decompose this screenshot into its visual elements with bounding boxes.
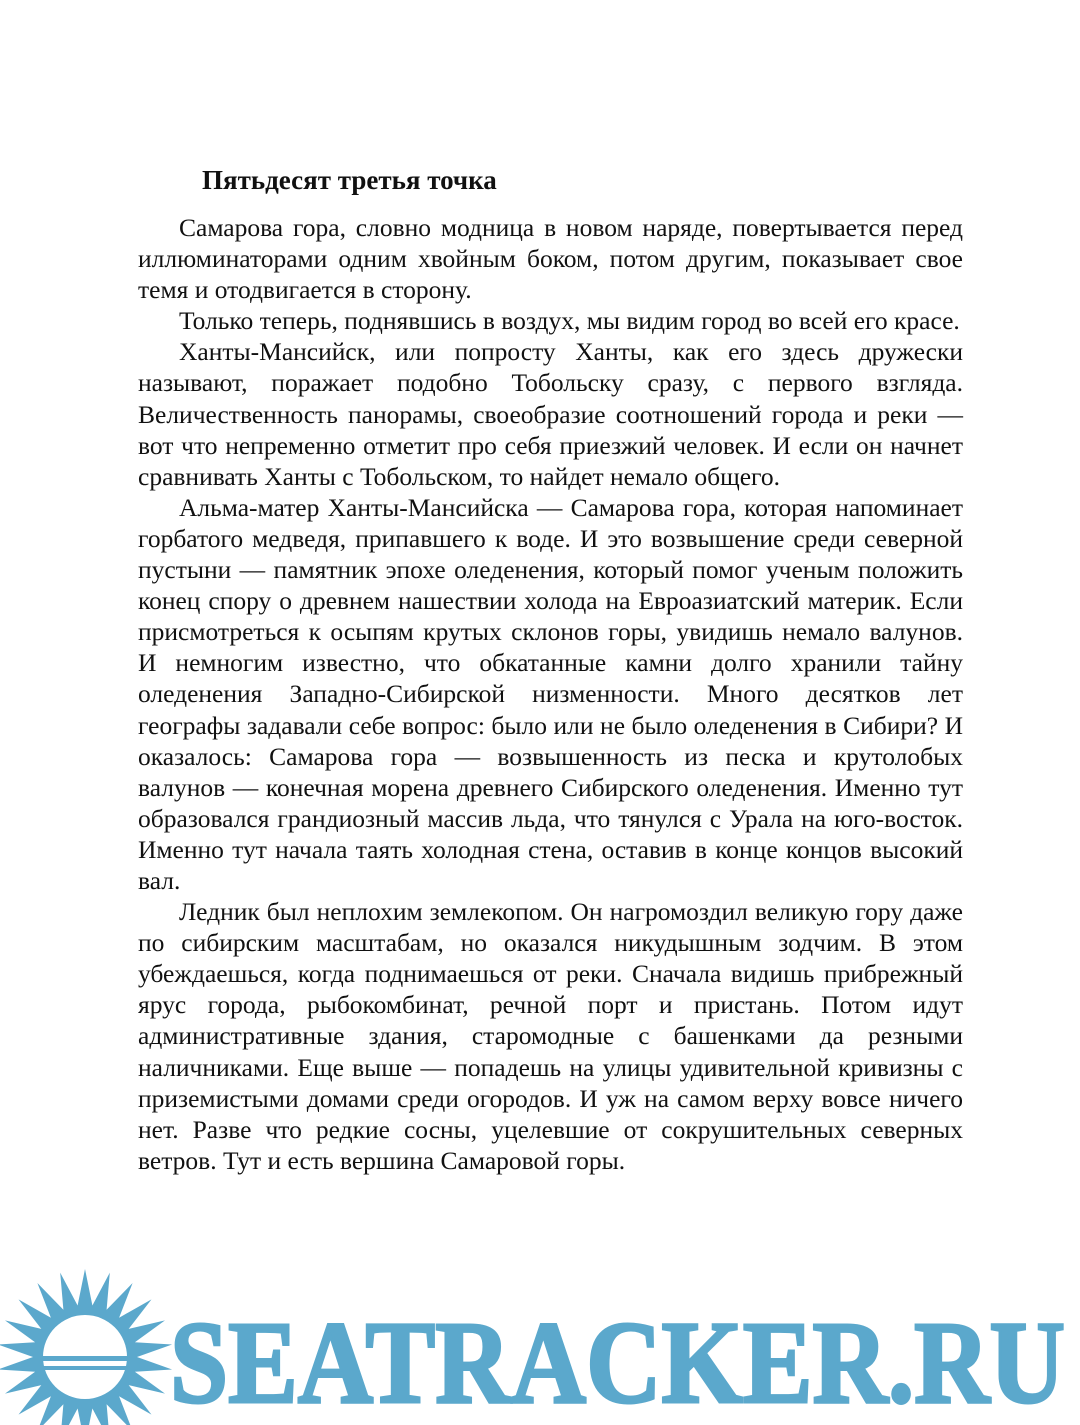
paragraph: Альма-матер Ханты-Мансийска — Самарова гора, которая напоминает горбатого медведя, припавшего к воде. И это возвышение среди северной пустыни — памятник эпохе оледенения, который помог ученым положить конец спору о древнем нашествии холода на Евроазиатский материк. Если присмотреться к осыпям крутых склонов горы, увидишь немало валунов. И немногим известно, что обкатанные камни долго хранили тайну оледенения Западно-Сибирской низменности. Много десятков лет географы задавали себе вопрос: было или не было оледенения в Сибири? И оказалось: Самарова гора — возвышенность из песка и крутолобых валунов — конечная морена древнего Сибирского оледенения. Именно тут образовался грандиозный массив льда, что тянулся с Урала на юго-восток. Именно тут начала таять холодная стена, оставив в конце концов высокий вал. — [138, 492, 963, 895]
paragraph: Ледник был неплохим землекопом. Он нагромоздил великую гору даже по сибирским масштабам, но оказался никудышным зодчим. В этом убеждаешься, когда поднимаешься от реки. Сначала видишь прибрежный ярус города, рыбокомбинат, речной порт и пристань. Потом идут административные здания, старомодные с башенками да резными наличниками. Еще выше — попадешь на улицы удивительной кривизны с приземистыми домами среди огородов. И уж на самом верху вовсе ничего нет. Разве что редкие сосны, уцелевшие от сокрушительных северных ветров. Тут и есть вершина Самаровой горы. — [138, 897, 963, 1175]
watermark — [0, 1262, 1080, 1425]
paragraph: Ханты-Мансийск, или попросту Ханты, как его здесь дружески называют, поражает подобно Тобольску сразу, с первого взгляда. Величественность панорамы, своеобразие соотношений города и реки — вот что непременно отметит про себя приезжий человек. И если он начнет сравнивать Ханты с Тобольском, то найдет немало общего. — [138, 337, 963, 491]
article-body — [138, 212, 963, 1176]
watermark-text: SEATRACKER.RU — [170, 1297, 1065, 1425]
paragraph: Только теперь, поднявшись в воздух, мы видим город во всей его красе. — [179, 306, 960, 336]
sun-icon — [0, 1269, 172, 1425]
page-title: Пятьдесят третья точка — [202, 165, 497, 195]
paragraph: Самарова гора, словно модница в новом наряде, повертывается перед иллюминаторами одним хвойным боком, потом другим, показывает свое темя и отодвигается в сторону. — [138, 213, 963, 305]
